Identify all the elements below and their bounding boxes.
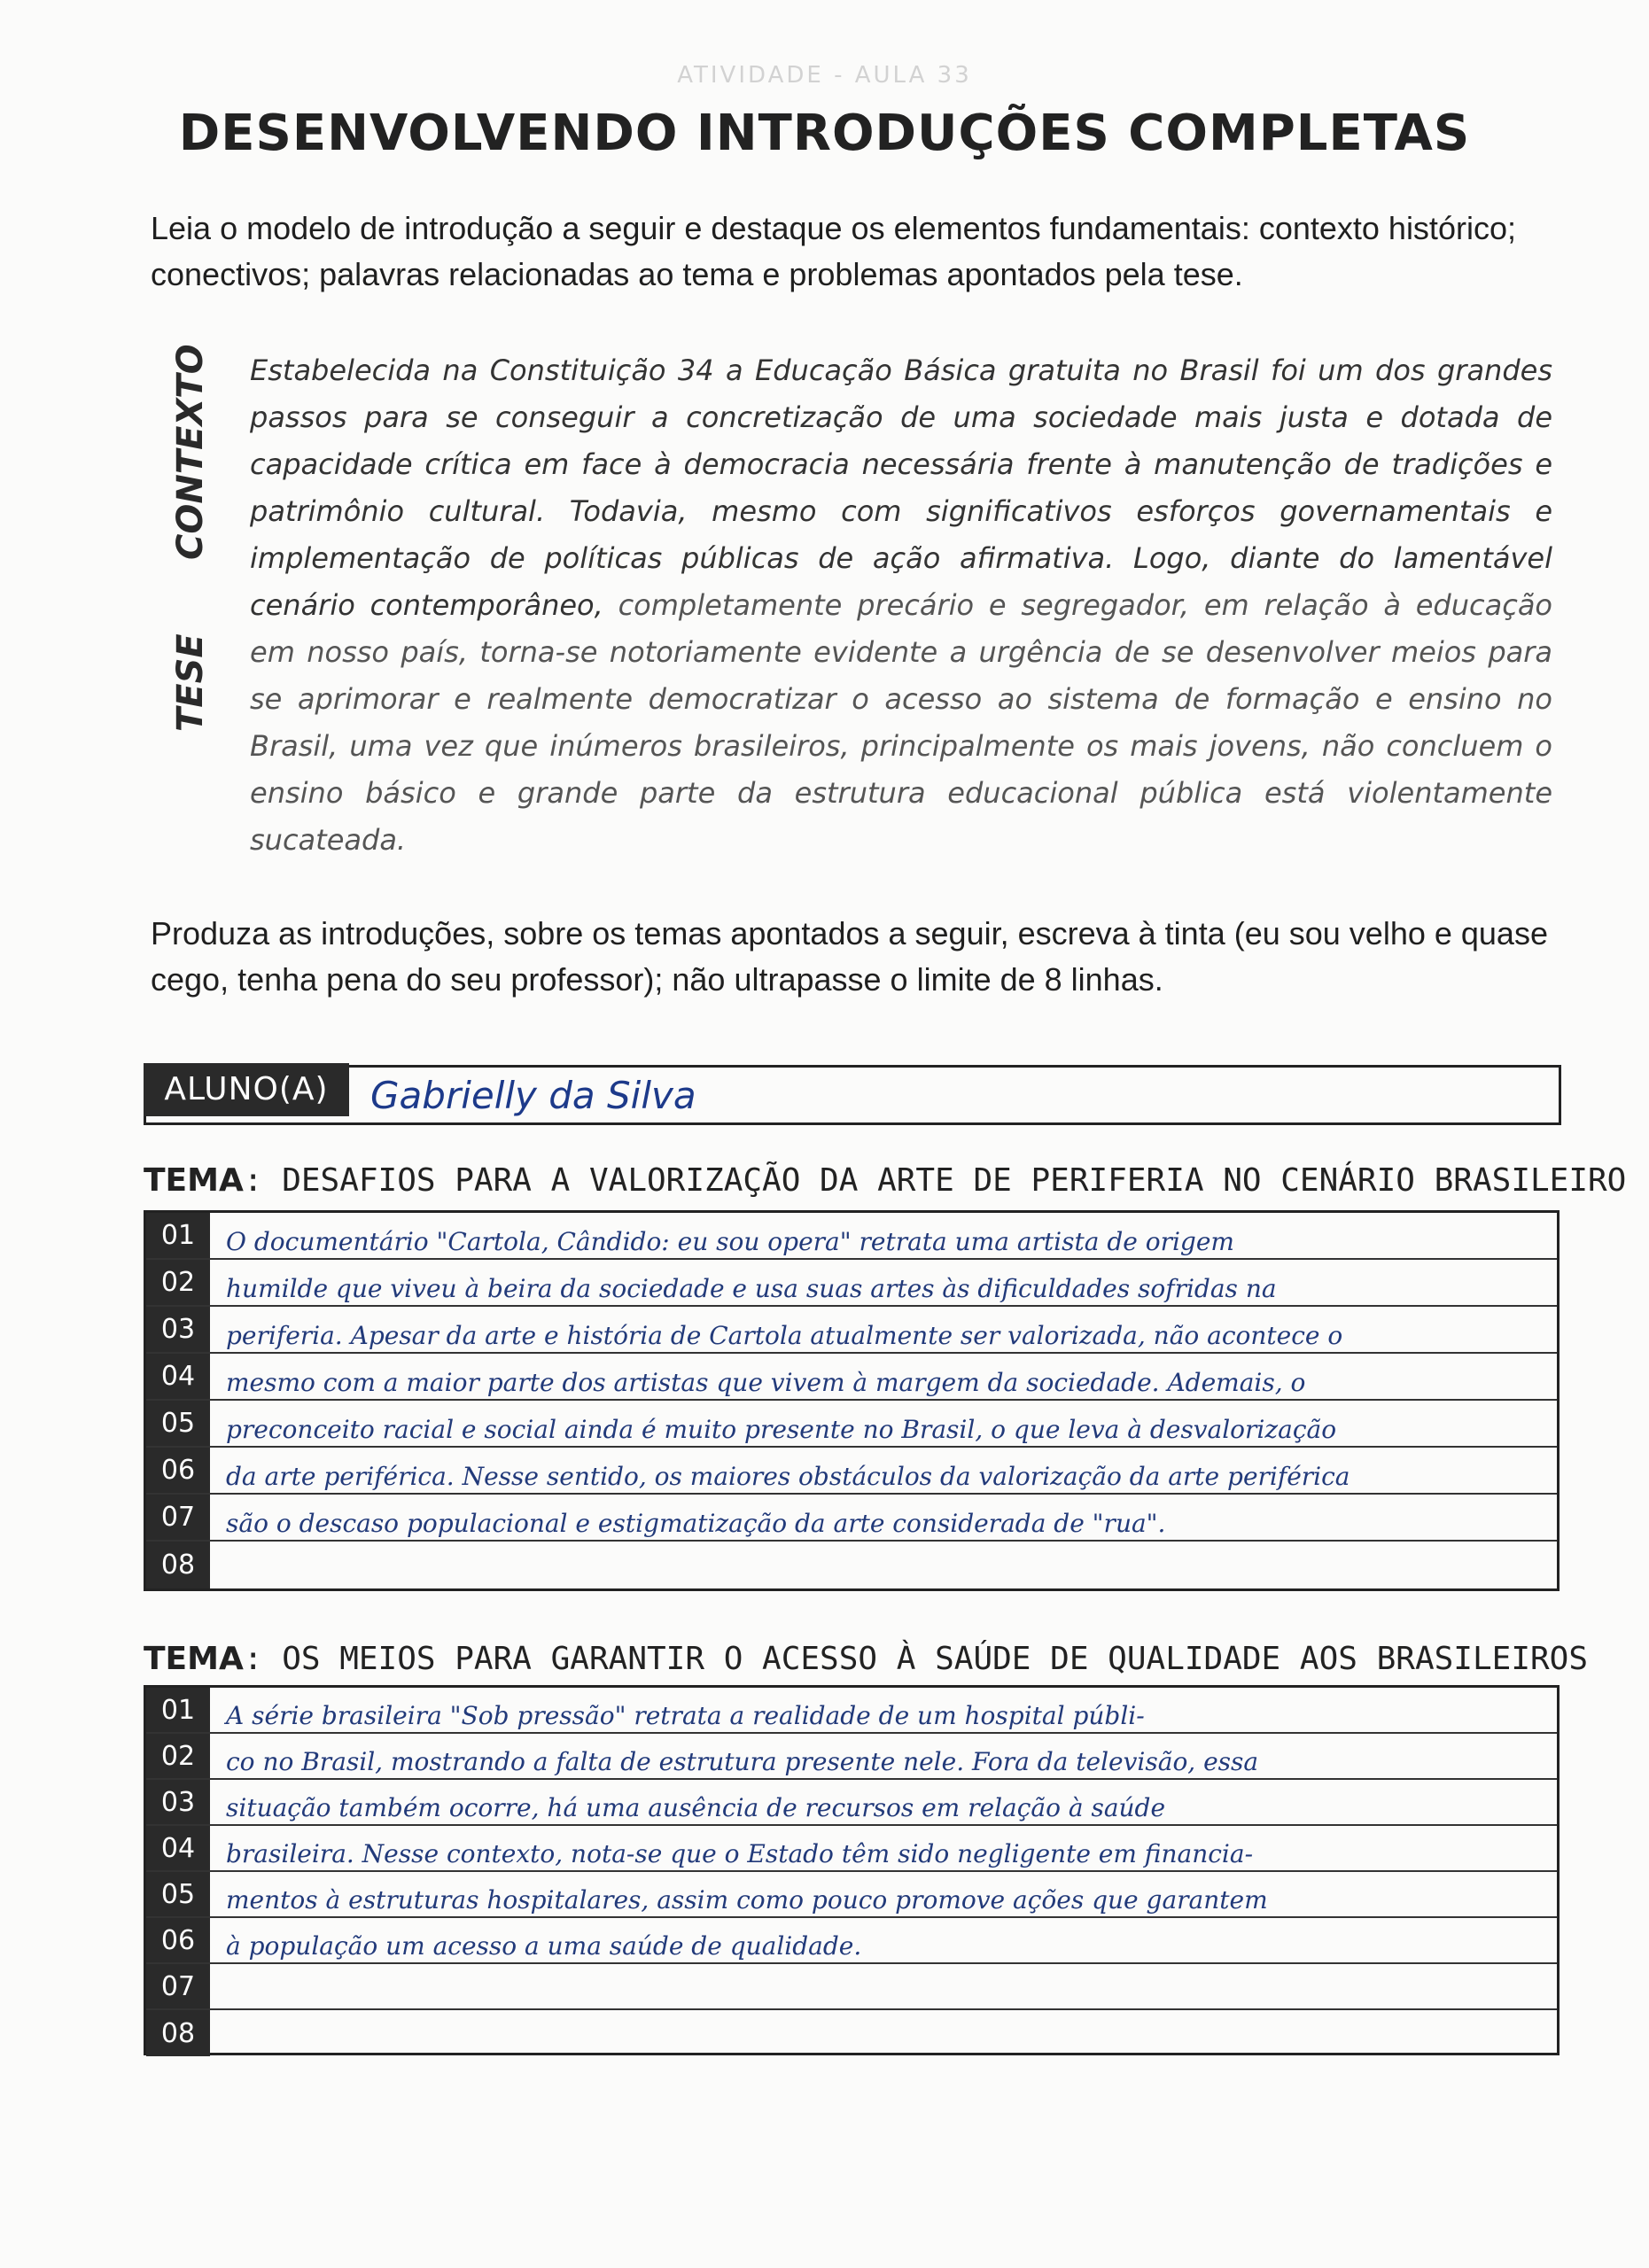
line-number: 06 [146, 1448, 210, 1493]
line-number: 06 [146, 1918, 210, 1962]
tema2-title: : OS MEIOS PARA GARANTIR O ACESSO À SAÚDE DE QUALIDADE AOS BRASILEIROS [243, 1641, 1589, 1677]
handwritten-line[interactable]: da arte periférica. Nesse sentido, os maiores obstáculos da valorização da arte periférica [226, 1462, 1350, 1491]
line-number: 05 [146, 1401, 210, 1446]
tema2-label: TEMA [144, 1641, 244, 1677]
line-number: 07 [146, 1495, 210, 1540]
handwritten-line[interactable]: situação também ocorre, há uma ausência de recursos em relação à saúde [226, 1793, 1166, 1822]
table-row [146, 1260, 1557, 1307]
model-introduction [250, 347, 1552, 864]
table-row [146, 1872, 1557, 1918]
table-row [146, 1401, 1557, 1448]
line-number: 01 [146, 1213, 210, 1258]
table-row [146, 1780, 1557, 1826]
line-number: 02 [146, 1260, 210, 1305]
line-number: 01 [146, 1688, 210, 1732]
faint-header: ATIVIDADE - AULA 33 [677, 62, 972, 89]
tema1-title: : DESAFIOS PARA A VALORIZAÇÃO DA ARTE DE PERIFERIA NO CENÁRIO BRASILEIRO [243, 1162, 1627, 1199]
line-number: 04 [146, 1354, 210, 1399]
handwritten-line[interactable]: co no Brasil, mostrando a falta de estrutura presente nele. Fora da televisão, essa [226, 1747, 1259, 1776]
handwritten-line[interactable]: brasileira. Nesse contexto, nota-se que o Estado têm sido negligente em financia- [226, 1839, 1254, 1868]
handwritten-line[interactable] [210, 2010, 1557, 2056]
table-row [146, 1307, 1557, 1354]
tema1-lines[interactable] [144, 1210, 1560, 1591]
instructions-second: Produza as introduções, sobre os temas apontados a seguir, escreva à tinta (eu sou velho e quase cego, tenha pena do seu professor); não ultrapasse o limite de 8 linhas. [151, 915, 1548, 998]
line-number: 04 [146, 1826, 210, 1870]
handwritten-line[interactable]: humilde que viveu à beira da sociedade e usa suas artes às dificuldades sofridas na [226, 1274, 1277, 1303]
line-number: 08 [146, 1542, 210, 1588]
table-row [146, 1826, 1557, 1872]
handwritten-line[interactable]: periferia. Apesar da arte e história de Cartola atualmente ser valorizada, não acontece o [226, 1321, 1343, 1350]
table-row [146, 1542, 1557, 1588]
table-row [146, 2010, 1557, 2056]
handwritten-line[interactable]: preconceito racial e social ainda é muito presente no Brasil, o que leva à desvalorização [226, 1415, 1337, 1444]
model-text-main: Estabelecida na Constituição 34 a Educação Básica gratuita no Brasil foi um dos grandes passos para se conseguir a concretização de uma sociedade mais justa e dotada de capacidade crítica em face à democracia necessária frente à manutenção de tradições e patrimônio cultural. Todavia, mesmo com significativos esforços governamentais e implementação de políticas públicas de ação afirmativa. Logo, diante do lamentável cenário contemporâneo, [250, 353, 1552, 622]
handwritten-line[interactable] [210, 1964, 1557, 2008]
instructions-first: Leia o modelo de introdução a seguir e destaque os elementos fundamentais: contexto histórico; conectivos; palavras relacionadas ao tema e problemas apontados pela tese. [151, 210, 1516, 292]
handwritten-line[interactable]: A série brasileira "Sob pressão" retrata a realidade de um hospital públi- [226, 1701, 1145, 1730]
tema1-label: TEMA [144, 1162, 244, 1199]
student-name-box[interactable] [144, 1065, 1561, 1125]
line-number: 03 [146, 1307, 210, 1352]
table-row [146, 1213, 1557, 1260]
handwritten-line[interactable]: mesmo com a maior parte dos artistas que vivem à margem da sociedade. Ademais, o [226, 1368, 1306, 1397]
line-number: 02 [146, 1734, 210, 1778]
tema2-heading [144, 1641, 1588, 1677]
model-text-tail: completamente precário e segregador, em relação à educação em nosso país, torna-se notoriamente evidente a urgência de se desenvolver meios para se aprimorar e realmente democratizar o acesso ao sistema de formação e ensino no Brasil, uma vez que inúmeros brasileiros, principalmente os mais jovens, não concluem o ensino básico e grande parte da estrutura educacional pública está violentamente sucateada. [250, 588, 1553, 857]
line-number: 05 [146, 1872, 210, 1916]
table-row [146, 1448, 1557, 1495]
table-row [146, 1495, 1557, 1542]
table-row [146, 1734, 1557, 1780]
tema1-heading [144, 1162, 1626, 1199]
line-number: 08 [146, 2010, 210, 2056]
handwritten-line[interactable] [210, 1542, 1557, 1588]
table-row [146, 1688, 1557, 1734]
label-tese: TESE [170, 633, 211, 732]
table-row [146, 1918, 1557, 1964]
table-row [146, 1964, 1557, 2010]
line-number: 07 [146, 1964, 210, 2008]
handwritten-line[interactable]: O documentário "Cartola, Cândido: eu sou opera" retrata uma artista de origem [226, 1227, 1234, 1256]
page-title: DESENVOLVENDO INTRODUÇÕES COMPLETAS [178, 105, 1471, 162]
line-number: 03 [146, 1780, 210, 1824]
handwritten-line[interactable]: à população um acesso a uma saúde de qualidade. [226, 1931, 862, 1961]
student-name: Gabrielly da Silva [370, 1074, 696, 1117]
handwritten-line[interactable]: são o descaso populacional e estigmatização da arte considerada de "rua". [226, 1509, 1166, 1538]
tema2-lines[interactable] [144, 1685, 1560, 2055]
handwritten-line[interactable]: mentos à estruturas hospitalares, assim como pouco promove ações que garantem [226, 1885, 1268, 1915]
label-contexto: CONTEXTO [170, 344, 211, 560]
student-label: ALUNO(A) [144, 1063, 349, 1116]
table-row [146, 1354, 1557, 1401]
